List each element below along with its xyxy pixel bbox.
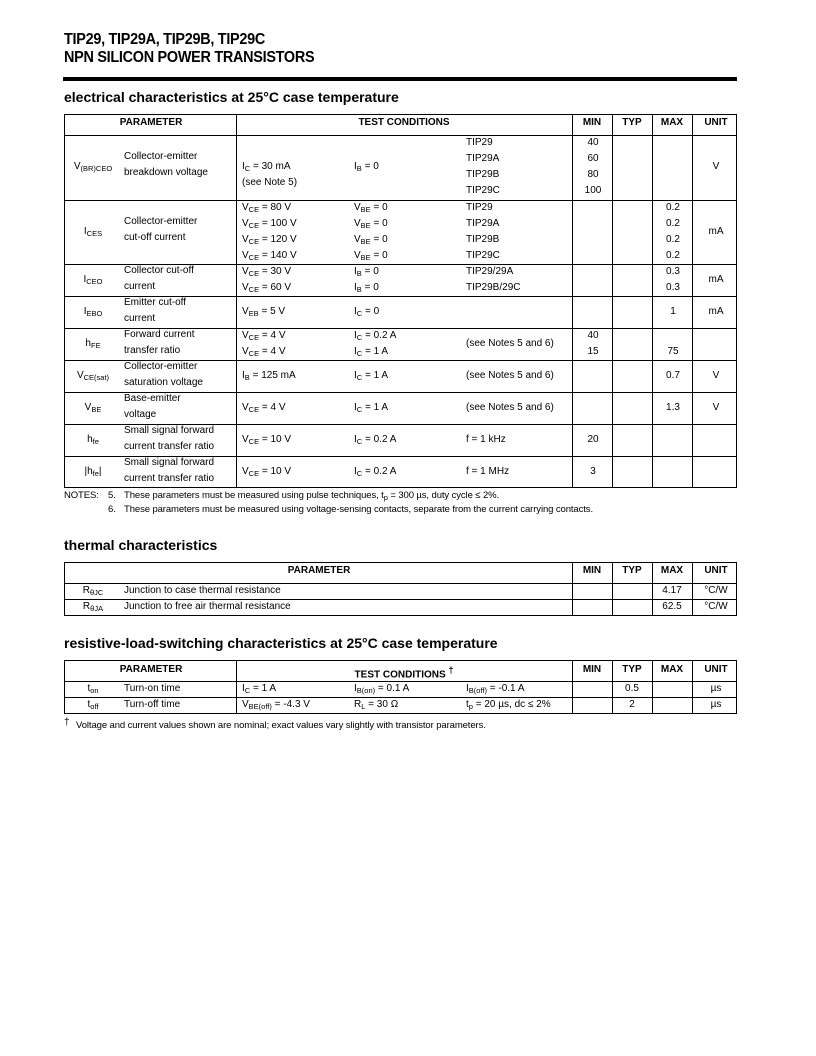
grid-line xyxy=(572,115,573,487)
unit-value: V xyxy=(712,402,720,413)
thermal-max: 4.17 xyxy=(662,585,682,596)
cond-vce: $V_{CE} = 10$ V xyxy=(242,434,292,446)
max-value: 0.3 xyxy=(666,282,680,293)
cond-notes: (see Notes 5 and 6) xyxy=(466,402,554,413)
switching-header-max: MAX xyxy=(660,664,684,675)
device-name: TIP29 xyxy=(466,202,493,213)
cond-ic: $I_C = 1$ A xyxy=(354,346,389,358)
switching-unit: µs xyxy=(710,699,722,710)
thermal-header-parameter: PARAMETER xyxy=(287,565,351,576)
unit-value: mA xyxy=(708,274,724,285)
header-parameter: PARAMETER xyxy=(119,117,183,128)
cond-vce: $V_{CE} = 60$ V xyxy=(242,282,292,294)
param-desc: current xyxy=(124,281,156,292)
cond-ic: $I_C = 30$ mA xyxy=(242,161,291,173)
grid-line xyxy=(652,115,653,487)
header-max: MAX xyxy=(660,117,684,128)
grid-line xyxy=(652,661,653,713)
param-desc: breakdown voltage xyxy=(124,167,208,178)
thermal-header-typ: TYP xyxy=(622,565,642,576)
param-desc: Collector-emitter xyxy=(124,361,198,372)
grid-line xyxy=(692,563,693,615)
switch-cond-tp: $t_p = 20$ µs, dc ≤ 2% xyxy=(466,699,551,711)
min-value: 40 xyxy=(587,137,599,148)
unit-value: mA xyxy=(708,306,724,317)
device-name: TIP29/29A xyxy=(466,266,514,277)
thermal-header-unit: UNIT xyxy=(704,565,728,576)
cond-vbe: $V_{BE} = 0$ xyxy=(354,234,388,246)
param-desc: current transfer ratio xyxy=(124,473,215,484)
document-title: TIP29, TIP29A, TIP29B, TIP29C xyxy=(64,31,266,48)
note-6-number: 6. xyxy=(108,504,116,515)
grid-line xyxy=(612,115,613,487)
max-value: 75 xyxy=(667,346,679,357)
grid-line xyxy=(572,563,573,615)
switch-cond-iboff: $I_{B(off)} = -0.1$ A xyxy=(466,683,525,695)
min-value: 100 xyxy=(584,185,602,196)
switching-header-conditions: TEST CONDITIONS † xyxy=(354,665,454,681)
symbol-hfe-abs: $|h_{fe}|$ xyxy=(84,466,102,478)
cond-vbe: $V_{BE} = 0$ xyxy=(354,250,388,262)
grid-line xyxy=(692,115,693,487)
cond-freq: f = 1 kHz xyxy=(466,434,506,445)
cond-vce: $V_{CE} = 30$ V xyxy=(242,266,292,278)
max-value: 0.7 xyxy=(666,370,680,381)
thermal-unit: °C/W xyxy=(704,585,728,596)
switching-header-min: MIN xyxy=(582,664,602,675)
switching-header-typ: TYP xyxy=(622,664,642,675)
thermal-max: 62.5 xyxy=(662,601,682,612)
electrical-table xyxy=(64,114,737,488)
device-name: TIP29A xyxy=(466,218,500,229)
cond-notes: (see Notes 5 and 6) xyxy=(466,338,554,349)
header-test-conditions: TEST CONDITIONS xyxy=(358,117,450,128)
switching-desc: Turn-on time xyxy=(124,683,181,694)
grid-line xyxy=(692,661,693,713)
switch-cond-vbe: $V_{BE(off)} = -4.3$ V xyxy=(242,699,310,711)
cond-vce: $V_{CE} = 10$ V xyxy=(242,466,292,478)
cond-notes: (see Notes 5 and 6) xyxy=(466,370,554,381)
param-desc: Base-emitter xyxy=(124,393,181,404)
min-value: 80 xyxy=(587,169,599,180)
switch-cond-ic: $I_C = 1$ A xyxy=(242,683,277,695)
switching-typ: 0.5 xyxy=(625,683,639,694)
notes-label: NOTES: xyxy=(64,490,99,501)
switching-header-unit: UNIT xyxy=(704,664,728,675)
cond-vce: $V_{CE} = 4$ V xyxy=(242,346,286,358)
param-desc: saturation voltage xyxy=(124,377,203,388)
note-5: These parameters must be measured using pulse techniques, $t_p = 300$ µs, duty cycle ≤ 2%. xyxy=(124,490,500,502)
switching-section-title: resistive-load-switching characteristics at 25°C case temperature xyxy=(64,635,498,651)
param-desc: Collector cut-off xyxy=(124,265,194,276)
device-name: TIP29 xyxy=(466,137,493,148)
grid-line xyxy=(65,135,736,136)
cond-veb: $V_{EB} = 5$ V xyxy=(242,306,286,318)
cond-vbe: $V_{BE} = 0$ xyxy=(354,218,388,230)
note-5-number: 5. xyxy=(108,490,116,501)
header-typ: TYP xyxy=(622,117,642,128)
thermal-symbol: $R_{\theta JA}$ xyxy=(82,601,104,613)
switching-table xyxy=(64,660,737,714)
thermal-desc: Junction to free air thermal resistance xyxy=(124,601,291,612)
min-value: 15 xyxy=(587,346,599,357)
param-desc: Emitter cut-off xyxy=(124,297,187,308)
grid-line xyxy=(65,200,736,201)
cond-vce: $V_{CE} = 4$ V xyxy=(242,330,286,342)
max-value: 0.2 xyxy=(666,234,680,245)
symbol-vce-sat: $V_{CE(sat)}$ xyxy=(76,370,110,382)
max-value: 0.3 xyxy=(666,266,680,277)
cond-ic: $I_C = 0.2$ A xyxy=(354,330,397,342)
grid-line xyxy=(612,563,613,615)
grid-line xyxy=(65,583,736,584)
cond-note: (see Note 5) xyxy=(242,177,298,188)
symbol-iceo: $I_{CEO}$ xyxy=(83,274,103,286)
switching-header-parameter: PARAMETER xyxy=(119,664,183,675)
thermal-section-title: thermal characteristics xyxy=(64,537,218,553)
symbol-hfe: $h_{FE}$ xyxy=(85,338,101,350)
max-value: 0.2 xyxy=(666,218,680,229)
param-desc: current transfer ratio xyxy=(124,441,215,452)
symbol-vbe: $V_{BE}$ xyxy=(84,402,102,414)
header-rule xyxy=(63,77,737,81)
cond-ic: $I_C = 1$ A xyxy=(354,370,389,382)
note-6: These parameters must be measured using voltage-sensing contacts, separate from the current carrying contacts. xyxy=(124,504,593,515)
grid-line xyxy=(236,661,237,713)
param-desc: Collector-emitter xyxy=(124,216,198,227)
max-value: 1.3 xyxy=(666,402,680,413)
unit-value: mA xyxy=(708,226,724,237)
min-value: 20 xyxy=(587,434,599,445)
grid-line xyxy=(652,563,653,615)
thermal-header-min: MIN xyxy=(582,565,602,576)
symbol-v-br-ceo: $V_{(BR)CEO}$ xyxy=(73,161,113,173)
thermal-desc: Junction to case thermal resistance xyxy=(124,585,281,596)
unit-value: V xyxy=(712,370,720,381)
header-unit: UNIT xyxy=(704,117,728,128)
thermal-symbol: $R_{\theta JC}$ xyxy=(82,585,104,597)
max-value: 0.2 xyxy=(666,250,680,261)
cond-vce: $V_{CE} = 80$ V xyxy=(242,202,292,214)
cond-ib: $I_B = 0$ xyxy=(354,161,379,173)
switching-desc: Turn-off time xyxy=(124,699,181,710)
param-desc: Small signal forward xyxy=(124,425,215,436)
switching-typ: 2 xyxy=(629,699,635,710)
header-min: MIN xyxy=(582,117,602,128)
symbol-iebo: $I_{EBO}$ xyxy=(83,306,103,318)
cond-vce: $V_{CE} = 120$ V xyxy=(242,234,297,246)
footnote-dagger: † xyxy=(64,717,70,728)
device-name: TIP29B/29C xyxy=(466,282,521,293)
cond-ic: $I_C = 0$ xyxy=(354,306,380,318)
grid-line xyxy=(612,661,613,713)
switching-symbol: $t_{on}$ xyxy=(87,683,99,695)
switch-cond-ibon: $I_{B(on)} = 0.1$ A xyxy=(354,683,410,695)
grid-line xyxy=(65,697,736,698)
cond-ic: $I_C = 1$ A xyxy=(354,402,389,414)
footnote: Voltage and current values shown are nominal; exact values vary slightly with transistor parameters. xyxy=(76,720,486,731)
unit-value: V xyxy=(712,161,720,172)
document-subtitle: NPN SILICON POWER TRANSISTORS xyxy=(64,49,315,66)
device-name: TIP29C xyxy=(466,185,500,196)
grid-line xyxy=(572,661,573,713)
param-desc: Forward current xyxy=(124,329,195,340)
grid-line xyxy=(236,115,237,487)
param-desc: current xyxy=(124,313,156,324)
cond-vce: $V_{CE} = 140$ V xyxy=(242,250,297,262)
device-name: TIP29A xyxy=(466,153,500,164)
cond-vce: $V_{CE} = 4$ V xyxy=(242,402,286,414)
thermal-header-max: MAX xyxy=(660,565,684,576)
cond-vbe: $V_{BE} = 0$ xyxy=(354,202,388,214)
symbol-hfe-small: $h_{fe}$ xyxy=(87,434,99,446)
device-name: TIP29C xyxy=(466,250,500,261)
cond-ib: $I_B = 0$ xyxy=(354,282,379,294)
min-value: 40 xyxy=(587,330,599,341)
max-value: 1 xyxy=(670,306,676,317)
cond-ib: $I_B = 125$ mA xyxy=(242,370,296,382)
param-desc: Small signal forward xyxy=(124,457,215,468)
grid-line xyxy=(65,599,736,600)
device-name: TIP29B xyxy=(466,234,500,245)
param-desc: voltage xyxy=(124,409,157,420)
switching-symbol: $t_{off}$ xyxy=(87,699,99,711)
min-value: 60 xyxy=(587,153,599,164)
cond-freq: f = 1 MHz xyxy=(466,466,510,477)
cond-ic: $I_C = 0.2$ A xyxy=(354,466,397,478)
device-name: TIP29B xyxy=(466,169,500,180)
param-desc: cut-off current xyxy=(124,232,186,243)
symbol-ices: $I_{CES}$ xyxy=(83,226,103,238)
thermal-table xyxy=(64,562,737,616)
cond-ic: $I_C = 0.2$ A xyxy=(354,434,397,446)
min-value: 3 xyxy=(590,466,596,477)
cond-vce: $V_{CE} = 100$ V xyxy=(242,218,297,230)
param-desc: transfer ratio xyxy=(124,345,181,356)
switching-unit: µs xyxy=(710,683,722,694)
electrical-section-title: electrical characteristics at 25°C case temperature xyxy=(64,89,399,105)
param-desc: Collector-emitter xyxy=(124,151,198,162)
thermal-unit: °C/W xyxy=(704,601,728,612)
switch-cond-rl: $R_L = 30$ Ω xyxy=(354,699,399,711)
max-value: 0.2 xyxy=(666,202,680,213)
cond-ib: $I_B = 0$ xyxy=(354,266,379,278)
